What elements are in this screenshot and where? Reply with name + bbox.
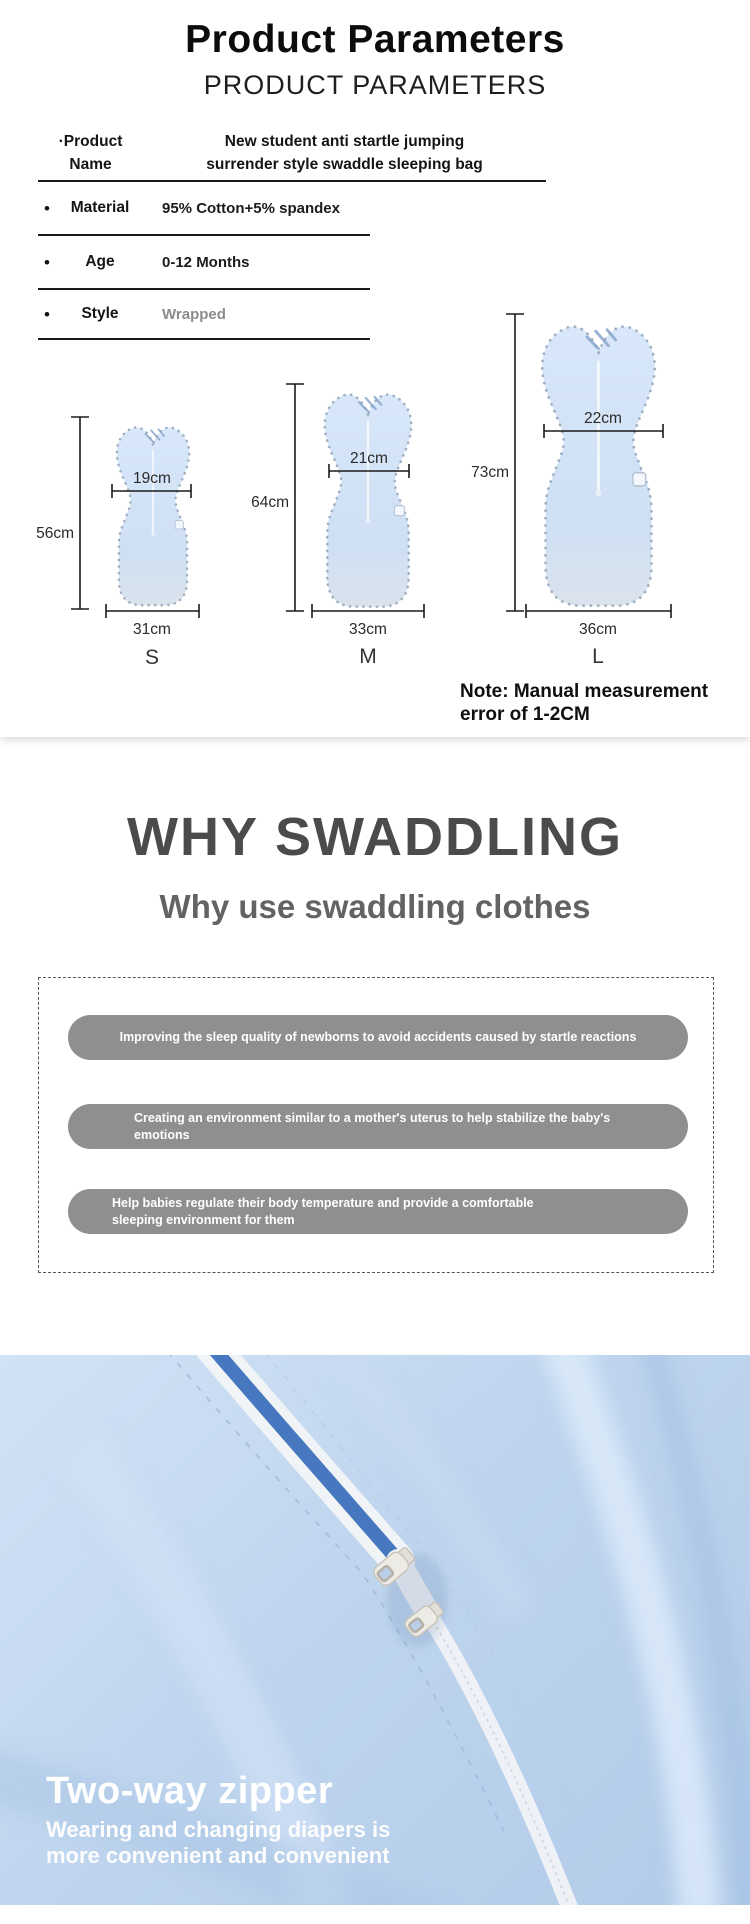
photo-title: Two-way zipper [46,1770,334,1812]
spec-value: 95% Cotton+5% spandex [162,199,340,217]
bullet-icon: • [44,304,50,324]
spec-label: Material [70,199,130,216]
bullet-icon: • [44,198,50,218]
zipper-photo [0,1355,750,1905]
page-subtitle: PRODUCT PARAMETERS [203,70,547,100]
spec-row-product-name [38,112,546,182]
waist-label-l: 22cm [584,410,622,427]
why-section-title: WHY SWADDLING [127,807,623,867]
size-diagram-illustration [0,250,750,680]
waist-label-s: 19cm [133,470,171,487]
size-name-s: S [144,646,160,669]
spec-value: 0-12 Months [162,253,250,271]
swaddle-shape-m [325,395,412,607]
stitch-line-left [158,1355,508,1840]
bullet-icon: • [44,252,50,272]
zipper-tape-lower [429,1615,571,1905]
benefit-pill [68,1015,688,1060]
spec-label: Style [81,305,119,322]
measurement-note: Note: Manual measurement error of 1-2CM [460,681,709,726]
height-label-s: 56cm [36,525,74,542]
page-title: Product Parameters [185,18,565,61]
height-label-l: 73cm [471,464,509,481]
why-section-subtitle: Why use swaddling clothes [159,888,591,925]
height-label-m: 64cm [251,494,289,511]
bottom-label-l: 36cm [579,621,617,638]
swaddle-shape-l [542,327,654,606]
spec-label: ·Product Name [58,133,123,173]
bottom-label-s: 31cm [133,621,171,638]
spec-value: New student anti startle jumping surrender style swaddle sleeping bag [206,132,483,173]
spec-label: Age [85,253,115,270]
photo-subtitle: Wearing and changing diapers is more convenient and convenient [46,1817,391,1868]
spec-row-material [38,182,370,236]
bottom-label-m: 33cm [349,621,387,638]
benefit-pill [68,1104,688,1149]
product-parameters-card [0,0,750,737]
swaddle-shape-s [117,427,189,605]
benefit-text: Improving the sleep quality of newborns to avoid accidents caused by startle reactions [119,1030,637,1045]
waist-label-m: 21cm [350,450,388,467]
size-name-l: L [592,645,604,668]
benefit-text: Creating an environment similar to a mother's uterus to help stabilize the baby's emotions [134,1111,611,1142]
benefit-pill [68,1189,688,1234]
spec-value: Wrapped [162,305,226,323]
size-name-m: M [359,645,377,668]
benefit-text: Help babies regulate their body temperature and provide a comfortable sleeping environment for them [112,1196,534,1227]
